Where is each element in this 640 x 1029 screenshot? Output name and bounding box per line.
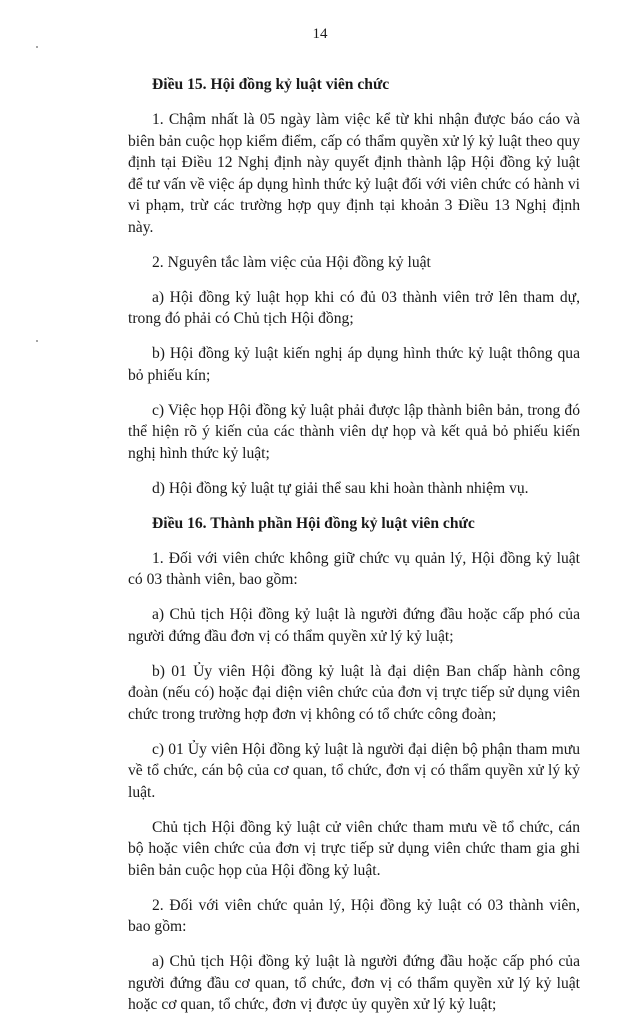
document-body: [128, 74, 580, 1029]
scan-speck: [36, 340, 38, 342]
article-16-heading: Điều 16. Thành phần Hội đồng kỷ luật viên chức: [152, 514, 475, 532]
article-16-paragraph: a) Chủ tịch Hội đồng kỷ luật là người đứng đầu hoặc cấp phó của người đứng đầu cơ quan, tổ chức, đơn vị có thẩm quyền xử lý kỷ luật hoặc cơ quan, tổ chức, đơn vị được ủy quyền xử lý kỷ luật;: [128, 953, 580, 1013]
scan-speck: [36, 46, 38, 48]
article-15-paragraph: c) Việc họp Hội đồng kỷ luật phải được lập thành biên bản, trong đó thể hiện rõ ý kiến của các thành viên dự họp và kết quả bỏ phiếu kiến nghị hình thức kỷ luật;: [128, 401, 580, 462]
article-16-paragraph: 2. Đối với viên chức quản lý, Hội đồng kỷ luật có 03 thành viên, bao gồm:: [128, 896, 580, 935]
article-16-paragraph: a) Chủ tịch Hội đồng kỷ luật là người đứng đầu hoặc cấp phó của người đứng đầu đơn vị có thẩm quyền xử lý kỷ luật;: [128, 606, 580, 645]
article-15-heading: Điều 15. Hội đồng kỷ luật viên chức: [152, 76, 390, 93]
page-number: 14: [312, 26, 328, 42]
article-15-paragraph: a) Hội đồng kỷ luật họp khi có đủ 03 thành viên trở lên tham dự, trong đó phải có Chủ tịch Hội đồng;: [128, 288, 580, 327]
article-15-paragraph: 1. Chậm nhất là 05 ngày làm việc kể từ khi nhận được báo cáo và biên bản cuộc họp kiểm điểm, cấp có thẩm quyền xử lý kỷ luật theo quy định tại Điều 12 Nghị định này quyết định thành lập Hội đồng kỷ luật để tư vấn về việc áp dụng hình thức kỷ luật đối với viên chức có hành vi vi phạm, trừ các trường hợp quy định tại khoản 3 Điều 13 Nghị định này.: [128, 111, 580, 236]
article-15-paragraph: d) Hội đồng kỷ luật tự giải thể sau khi hoàn thành nhiệm vụ.: [152, 479, 529, 497]
article-16-paragraph: Chủ tịch Hội đồng kỷ luật cử viên chức tham mưu về tổ chức, cán bộ hoặc viên chức của đơn vị trực tiếp sử dụng viên chức tham gia ghi biên bản cuộc họp của Hội đồng kỷ luật.: [128, 818, 580, 879]
article-16-paragraph: c) 01 Ủy viên Hội đồng kỷ luật là người đại diện bộ phận tham mưu về tổ chức, cán bộ của cơ quan, tổ chức, đơn vị có thẩm quyền xử lý kỷ luật.: [128, 740, 580, 801]
article-16-paragraph: 1. Đối với viên chức không giữ chức vụ quản lý, Hội đồng kỷ luật có 03 thành viên, bao gồm:: [128, 549, 580, 588]
article-15-paragraph: 2. Nguyên tắc làm việc của Hội đồng kỷ luật: [152, 253, 431, 271]
article-16-paragraph: b) 01 Ủy viên Hội đồng kỷ luật là đại diện Ban chấp hành công đoàn (nếu có) hoặc đại diện viên chức của đơn vị trực tiếp sử dụng viên chức trong trường hợp đơn vị không có tổ chức công đoàn;: [128, 662, 580, 723]
article-15-paragraph: b) Hội đồng kỷ luật kiến nghị áp dụng hình thức kỷ luật thông qua bỏ phiếu kín;: [128, 345, 580, 384]
